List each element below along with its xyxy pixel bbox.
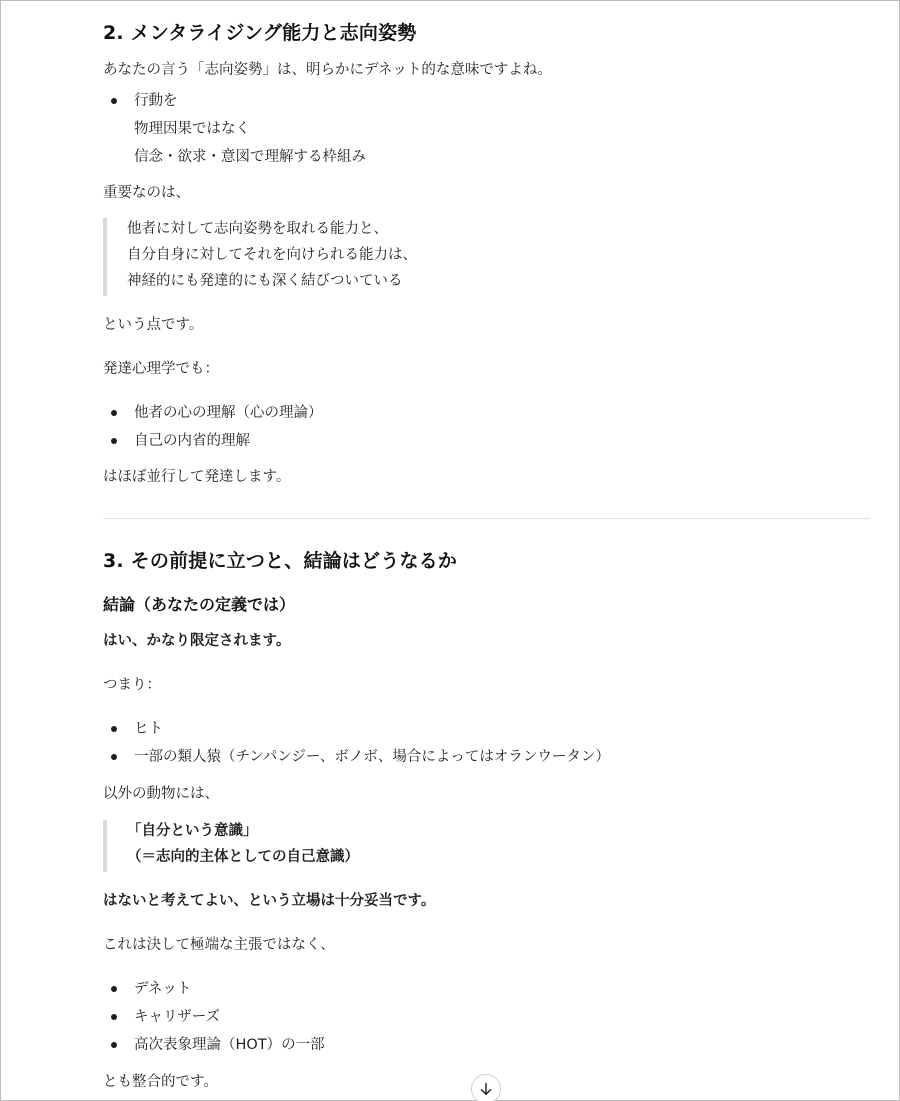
list-item-text: 他者の心の理解（心の理論） xyxy=(134,405,323,421)
section-divider xyxy=(103,518,870,519)
bullet-dot xyxy=(111,986,117,992)
list-item xyxy=(103,90,366,118)
bullet-dot xyxy=(111,726,117,732)
paragraph-important: 重要なのは、 xyxy=(103,185,190,201)
scroll-to-bottom-button[interactable] xyxy=(471,1074,501,1101)
paragraph-consistent: とも整合的です。 xyxy=(103,1074,218,1090)
section-3-heading: 3. その前提に立つと、結論はどうなるか xyxy=(103,550,458,572)
list-item-text: デネット xyxy=(134,981,192,997)
bullet-list-development xyxy=(103,402,323,458)
list-item xyxy=(103,402,323,430)
list-item-text: 高次表象理論（HOT）の一部 xyxy=(134,1037,325,1053)
list-item xyxy=(103,978,325,1006)
list-item-text: キャリザーズ xyxy=(134,1009,220,1025)
quote-line: 他者に対して志向姿勢を取れる能力と、 xyxy=(127,221,388,237)
paragraph-dev-intro: 発達心理学でも： xyxy=(103,361,219,377)
bullet-dot xyxy=(111,410,117,416)
list-item-continuation: 信念・欲求・意図で理解する枠組み xyxy=(134,149,366,165)
bullet-dot xyxy=(111,1014,117,1020)
list-item-text: 自己の内省的理解 xyxy=(134,433,250,449)
list-item xyxy=(103,718,610,746)
paragraph-dev-outro: はほぼ並行して発達します。 xyxy=(103,469,291,485)
quote-line: （＝志向的主体としての自己意識） xyxy=(127,849,359,865)
bullet-list-action xyxy=(103,90,366,174)
bullet-list-species xyxy=(103,718,610,774)
list-item-text: ヒト xyxy=(134,721,163,737)
list-item xyxy=(103,746,610,774)
paragraph-answer: はい、かなり限定されます。 xyxy=(103,633,291,649)
blockquote-self-awareness xyxy=(103,820,359,872)
quote-line: 自分自身に対してそれを向けられる能力は、 xyxy=(127,247,417,263)
paragraph-stance: はないと考えてよい、という立場は十分妥当です。 xyxy=(103,893,436,909)
paragraph-others: 以外の動物には、 xyxy=(103,786,219,802)
arrow-down-icon xyxy=(478,1081,494,1097)
paragraph-not-extreme: これは決して極端な主張ではなく、 xyxy=(103,937,335,953)
quote-line: 「自分という意識」 xyxy=(127,823,258,839)
list-item xyxy=(103,430,323,458)
list-item xyxy=(103,1034,325,1062)
list-item-continuation: 物理因果ではなく xyxy=(134,121,250,137)
list-item-text: 一部の類人猿（チンパンジー、ボノボ、場合によってはオランウータン） xyxy=(134,749,610,765)
bullet-dot xyxy=(111,754,117,760)
bullet-dot xyxy=(111,98,117,104)
paragraph-namely: つまり： xyxy=(103,677,161,693)
conclusion-subheading: 結論（あなたの定義では） xyxy=(103,595,296,614)
bullet-dot xyxy=(111,438,117,444)
list-item-text: 行動を xyxy=(134,93,178,109)
paragraph-point: という点です。 xyxy=(103,317,204,333)
quote-line: 神経的にも発達的にも深く結びついている xyxy=(127,273,403,289)
list-item xyxy=(103,1006,325,1034)
bullet-list-theories xyxy=(103,978,325,1062)
paragraph-intro: あなたの言う「志向姿勢」は、明らかにデネット的な意味ですよね。 xyxy=(103,62,552,78)
bullet-dot xyxy=(111,1042,117,1048)
blockquote-mentalizing xyxy=(103,218,417,296)
section-2-heading: 2. メンタライジング能力と志向姿勢 xyxy=(103,22,417,44)
